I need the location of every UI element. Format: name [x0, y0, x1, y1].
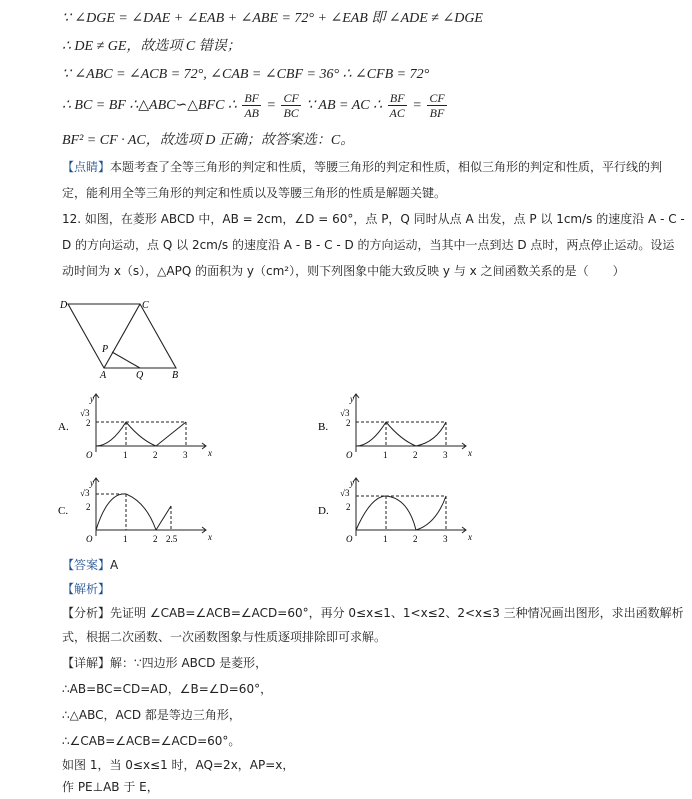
y-axis-label: y [90, 394, 94, 404]
graph-option-a [56, 390, 216, 466]
x-tick-1: 1 [123, 450, 128, 460]
y-axis-label: y [350, 478, 354, 488]
fraction-bf-ab [242, 91, 261, 120]
comment-text-1: 本题考查了全等三角形的判定和性质，等腰三角形的判定和性质，相似三角形的判定和性质，平行线的判 [110, 160, 663, 174]
x-tick-2: 2 [153, 534, 158, 544]
x-tick-3: 3 [443, 534, 448, 544]
vertex-label-b: B [172, 370, 179, 380]
vertex-label-d: D [60, 300, 68, 311]
fraction-numerator: BF [388, 91, 407, 106]
x-axis-label: x [208, 532, 212, 542]
y-tick-2: 2 [86, 418, 91, 428]
x-tick-3: 3 [183, 450, 188, 460]
segment-pq [112, 352, 140, 368]
question-line-2: D 的方向运动，点 Q 以 2cm/s 的速度沿 A - B - C - D 的方向运动，当其中一点到达 D 点时，两点停止运动。设运 [62, 238, 675, 252]
fraction-numerator: BF [244, 91, 259, 106]
detail-line-2: ∴AB=BC=CD=AD，∠B=∠D=60°， [62, 682, 273, 696]
detail-line-5: 如图 1，当 0≤x≤1 时，AQ=2x，AP=x， [62, 758, 295, 772]
fenxi-line-1 [62, 604, 684, 622]
x-tick-25: 2.5 [166, 534, 178, 544]
option-label-d: D. [318, 505, 329, 517]
detail-line-6: 作 PE⊥AB 于 E， [62, 780, 159, 794]
curve-segment-3 [416, 422, 446, 446]
x-axis-label: x [468, 448, 472, 458]
detail-line-1 [62, 654, 267, 672]
graph-option-b [316, 390, 476, 466]
proof-line-1: ∵ ∠DGE = ∠DAE + ∠EAB + ∠ABE = 72° + ∠EAB 即 ∠ADE ≠ ∠DGE [62, 11, 483, 26]
comment-line-1 [62, 158, 662, 176]
fenxi-text-1: 先证明 ∠CAB=∠ACB=∠ACD=60°，再分 0≤x≤1、1<x≤2、2<x≤3 三种情况画出图形，求出函数解析 [110, 606, 684, 620]
x-tick-3: 3 [443, 450, 448, 460]
graph-option-d [316, 474, 476, 550]
detail-line-4: ∴∠CAB=∠ACB=∠ACD=60°。 [62, 734, 241, 748]
detail-text-1: 解：∵四边形 ABCD 是菱形， [110, 656, 268, 670]
fraction-numerator: CF [283, 91, 299, 106]
graph-option-c [56, 474, 216, 550]
point-label-p: P [102, 344, 109, 355]
curve-segment-1 [356, 422, 386, 446]
comment-line-2: 定，能利用全等三角形的判定和性质以及等腰三角形的性质是解题关键。 [62, 186, 447, 200]
analysis-tag: 【解析】 [62, 582, 111, 596]
answer-tag: 【答案】 [62, 558, 111, 572]
curve-segment-2 [386, 496, 416, 530]
fenxi-tag: 【分析】 [62, 606, 111, 620]
y-tick-2: 2 [346, 502, 351, 512]
proof-line-4-text-a: ∴ BC = BF ∴△ABC∽△BFC ∴ [62, 98, 237, 113]
curve-segment-1 [96, 422, 126, 446]
option-label-b: B. [318, 421, 329, 433]
y-axis-label: y [90, 478, 94, 488]
answer-value: A [110, 558, 119, 572]
equals-sign: = [412, 98, 422, 113]
analysis-line [62, 580, 110, 598]
origin-label: O [346, 450, 353, 460]
x-tick-2: 2 [413, 534, 418, 544]
option-label-c: C. [58, 505, 69, 517]
proof-line-3: ∵ ∠ABC = ∠ACB = 72°, ∠CAB = ∠CBF = 36° ∴ ∠CFB = 72° [62, 67, 430, 82]
fraction-cf-bc [281, 91, 300, 120]
fraction-cf-bf [427, 91, 446, 120]
vertex-label-a: A [100, 370, 107, 380]
point-label-q: Q [136, 370, 144, 380]
proof-line-4 [62, 90, 449, 122]
detail-tag: 【详解】 [62, 656, 111, 670]
answer-line [62, 556, 118, 574]
y-tick-2: 2 [346, 418, 351, 428]
question-line-1: 12. 如图，在菱形 ABCD 中，AB = 2cm，∠D = 60°，点 P，Q 同时从点 A 出发，点 P 以 1cm/s 的速度沿 A - C - [62, 212, 685, 226]
fenxi-line-2: 式，根据二次函数、一次函数图象与性质逐项排除即可求解。 [62, 630, 387, 644]
curve-segment-2 [126, 422, 156, 446]
comment-tag: 【点睛】 [62, 160, 111, 174]
fraction-denominator: BC [283, 106, 299, 121]
rhombus-figure [56, 296, 196, 380]
y-tick-sqrt3: √3 [80, 408, 90, 418]
proof-line-2: ∴ DE ≠ GE，故选项 C 错误； [62, 39, 241, 54]
fraction-numerator: CF [429, 91, 445, 106]
x-tick-2: 2 [153, 450, 158, 460]
diagonal-ac [104, 304, 140, 368]
curve-segment-2 [126, 494, 156, 530]
curve-segment-1 [96, 494, 126, 530]
curve-segment-1 [356, 496, 386, 530]
y-tick-sqrt3: √3 [80, 488, 90, 498]
option-label-a: A. [58, 421, 69, 433]
y-axis-label: y [350, 394, 354, 404]
vertex-label-c: C [142, 300, 149, 311]
origin-label: O [86, 534, 93, 544]
x-axis-label: x [468, 532, 472, 542]
proof-line-5: BF² = CF · AC，故选项 D 正确；故答案选：C。 [62, 133, 355, 148]
y-tick-sqrt3: √3 [340, 408, 350, 418]
proof-line-4-text-b: ∵ AB = AC ∴ [306, 98, 383, 113]
fraction-denominator: AB [244, 106, 259, 121]
y-tick-2: 2 [86, 502, 91, 512]
question-line-3: 动时间为 x（s），△APQ 的面积为 y（cm²），则下列图象中能大致反映 y 与 x 之间函数关系的是（ ） [62, 264, 625, 278]
x-tick-1: 1 [383, 534, 388, 544]
detail-line-3: ∴△ABC，ACD 都是等边三角形， [62, 708, 241, 722]
x-axis-label: x [208, 448, 212, 458]
curve-segment-3 [156, 506, 171, 530]
curve-segment-3 [156, 422, 186, 446]
x-tick-2: 2 [413, 450, 418, 460]
equals-sign: = [266, 98, 276, 113]
x-tick-1: 1 [123, 534, 128, 544]
origin-label: O [86, 450, 93, 460]
x-tick-1: 1 [383, 450, 388, 460]
fraction-denominator: AC [389, 106, 405, 121]
curve-segment-3 [416, 496, 446, 530]
origin-label: O [346, 534, 353, 544]
y-tick-sqrt3: √3 [340, 488, 350, 498]
fraction-bf-ac [388, 91, 407, 120]
fraction-denominator: BF [429, 106, 445, 121]
curve-segment-2 [386, 422, 416, 446]
